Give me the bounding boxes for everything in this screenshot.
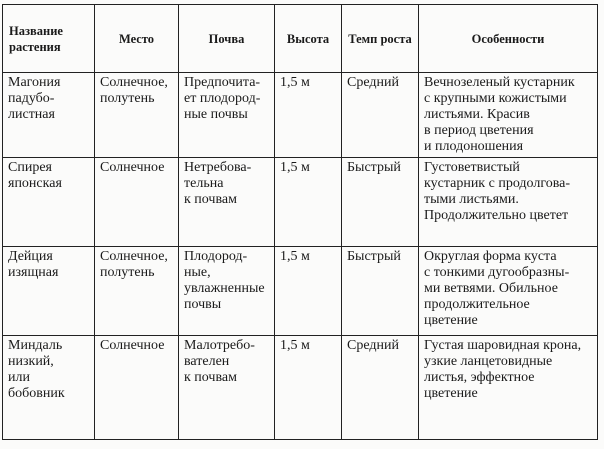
table-header-row	[3, 5, 598, 73]
cell-soil: Нетребова- тельна к почвам	[179, 158, 275, 247]
cell-name: Магония падубо- листная	[3, 73, 95, 158]
header-growth-rate: Темп роста	[342, 5, 419, 73]
cell-features: Округлая форма куста с тонкими дугообразны- ми ветвями. Обильное продолжительное цветение	[419, 247, 598, 336]
cell-place: Солнечное, полутень	[95, 247, 179, 336]
cell-features: Густая шаровидная крона, узкие ланцетовидные листья, эффектное цветение	[419, 336, 598, 440]
cell-height: 1,5 м	[275, 158, 342, 247]
cell-place: Солнечное	[95, 336, 179, 440]
cell-place: Солнечное, полутень	[95, 73, 179, 158]
cell-height: 1,5 м	[275, 73, 342, 158]
cell-features: Вечнозеленый кустарник с крупными кожистыми листьями. Красив в период цветения и плодоношения	[419, 73, 598, 158]
cell-height: 1,5 м	[275, 247, 342, 336]
table-row	[3, 247, 598, 336]
cell-name: Дейция изящная	[3, 247, 95, 336]
header-name: Название растения	[3, 5, 95, 73]
cell-growth-rate: Быстрый	[342, 158, 419, 247]
cell-soil: Малотребо- вателен к почвам	[179, 336, 275, 440]
table-row	[3, 336, 598, 440]
header-features: Особенности	[419, 5, 598, 73]
cell-name: Миндаль низкий, или бобовник	[3, 336, 95, 440]
cell-place: Солнечное	[95, 158, 179, 247]
cell-growth-rate: Средний	[342, 73, 419, 158]
cell-name: Спирея японская	[3, 158, 95, 247]
cell-features: Густоветвистый кустарник с продолгова- тыми листьями. Продолжительно цветет	[419, 158, 598, 247]
header-soil: Почва	[179, 5, 275, 73]
cell-height: 1,5 м	[275, 336, 342, 440]
cell-soil: Плодород- ные, увлажненные почвы	[179, 247, 275, 336]
cell-growth-rate: Быстрый	[342, 247, 419, 336]
header-place: Место	[95, 5, 179, 73]
table-row	[3, 73, 598, 158]
cell-soil: Предпочита- ет плодород- ные почвы	[179, 73, 275, 158]
plants-table	[2, 4, 598, 440]
cell-growth-rate: Средний	[342, 336, 419, 440]
table-row	[3, 158, 598, 247]
header-height: Высота	[275, 5, 342, 73]
